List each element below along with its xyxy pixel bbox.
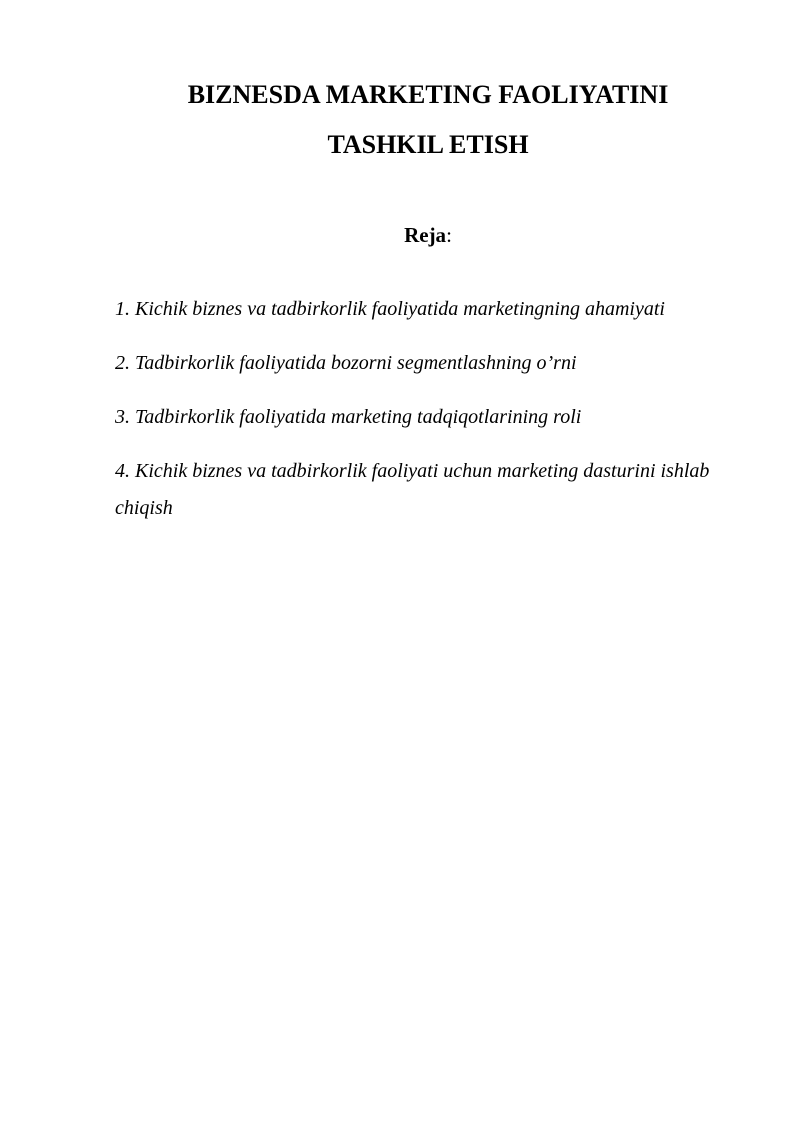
plan-heading-colon: : [446, 223, 452, 247]
document-title-line-1: BIZNESDA MARKETING FAOLIYATINI [187, 80, 669, 109]
document-title-line-2: TASHKIL ETISH [327, 130, 529, 159]
plan-item-3: 3. Tadbirkorlik faoliyatida marketing tadqiqotlarining roli [115, 406, 582, 428]
plan-heading-label: Reja [404, 223, 447, 247]
plan-item-1: 1. Kichik biznes va tadbirkorlik faoliyatida marketingning ahamiyati [115, 298, 665, 320]
plan-list [115, 291, 745, 544]
plan-heading [115, 221, 741, 249]
plan-item-2: 2. Tadbirkorlik faoliyatida bozorni segmentlashning o’rni [115, 352, 577, 374]
plan-item-4: 4. Kichik biznes va tadbirkorlik faoliyati uchun marketing dasturini ishlab chiqish [115, 460, 710, 519]
